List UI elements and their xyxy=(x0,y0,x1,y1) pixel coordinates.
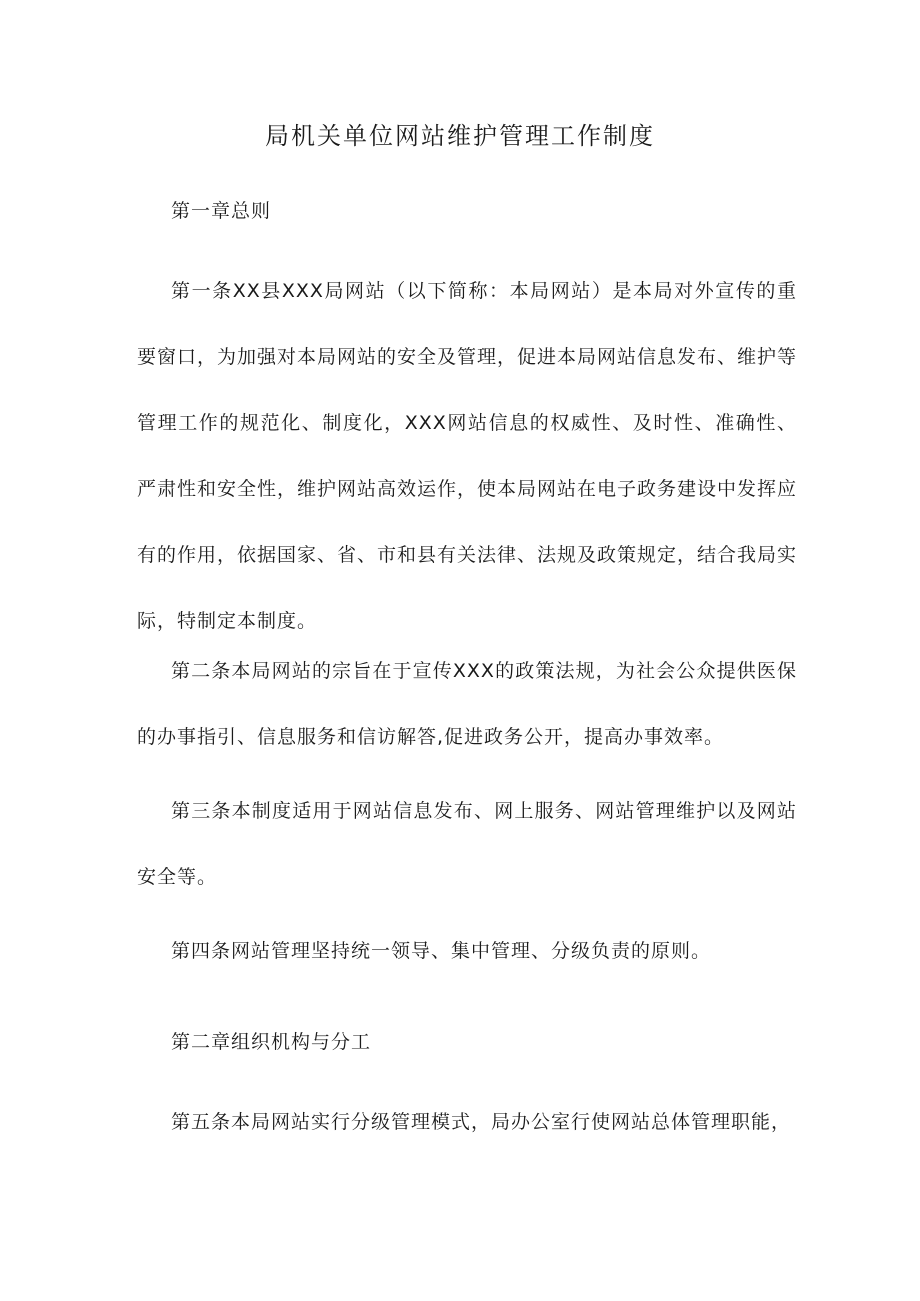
chapter-heading-2: 第二章组织机构与分工 xyxy=(171,1031,372,1053)
article-1-paragraph: 第一条XX县XXX局网站（以下简称：本局网站）是本局对外宣传的重要窗口，为加强对本局网站的安全及管理，促进本局网站信息发布、维护等管理工作的规范化、制度化，XXX网站信息的权威性、及时性、准确性、严肃性和安全性，维护网站高效运作，使本局网站在电子政务建设中发挥应有的作用，依据国家、省、市和县有关法律、法规及政策规定，结合我局实际，特制定本制度。 xyxy=(137,280,798,632)
article-4-paragraph: 第四条网站管理坚持统一领导、集中管理、分级负责的原则。 xyxy=(171,940,712,962)
document-title: 局机关单位网站维护管理工作制度 xyxy=(265,122,655,150)
article-5-paragraph: 第五条本局网站实行分级管理模式，局办公室行使网站总体管理职能， xyxy=(171,1111,792,1133)
article-3-paragraph: 第三条本制度适用于网站信息发布、网上服务、网站管理维护以及网站安全等。 xyxy=(137,800,797,888)
chapter-heading-1: 第一章总则 xyxy=(171,200,272,222)
article-2-paragraph: 第二条本局网站的宗旨在于宣传XXX的政策法规，为社会公众提供医保的办事指引、信息服务和信访解答,促进政务公开，提高办事效率。 xyxy=(137,660,797,748)
